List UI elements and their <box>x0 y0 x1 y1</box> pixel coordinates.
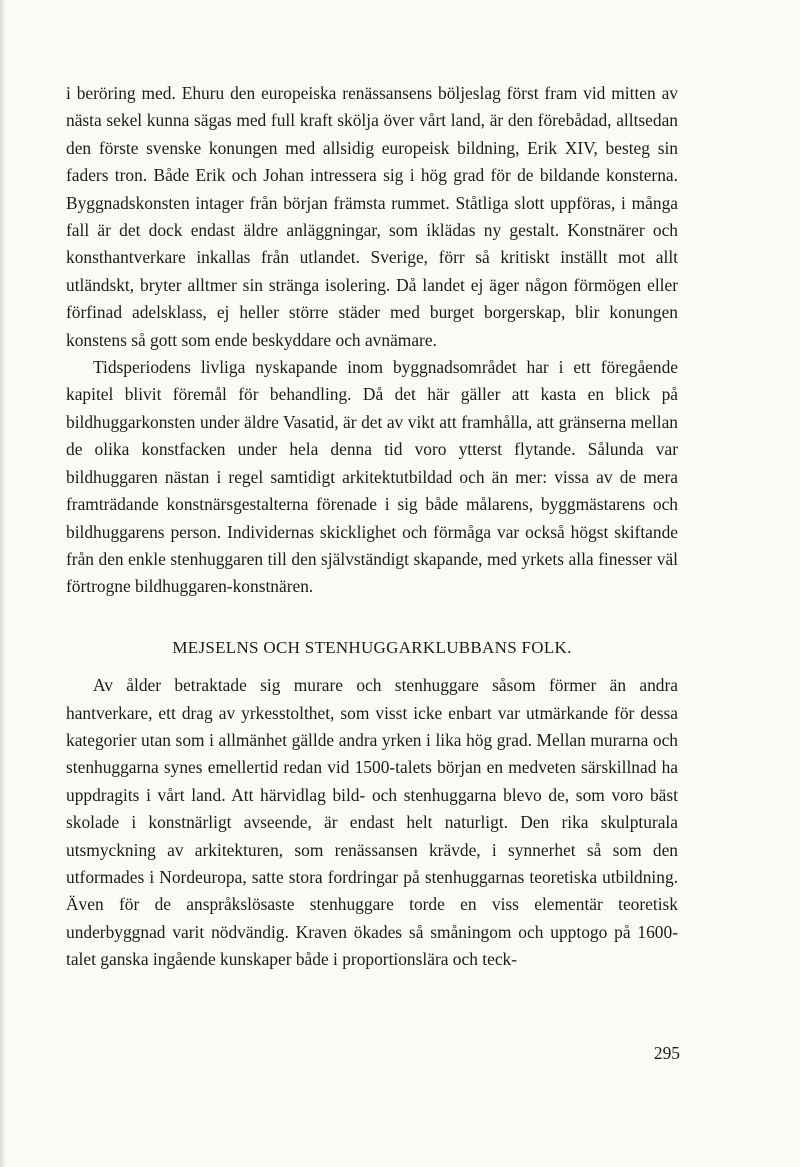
page-number: 295 <box>653 1043 680 1063</box>
body-text <box>66 80 678 974</box>
paragraph-continued: i beröring med. Ehuru den europeiska renässansens böljeslag först fram vid mitten av nästa sekel kunna sägas med full kraft skölja över vårt land, är den förebådad, alltsedan den förste svenske konungen med allsidig europeisk bildning, Erik XIV, besteg sin faders tron. Både Erik och Johan intressera sig i hög grad för de bildande konsterna. Byggnadskonsten intager från början främsta rummet. Ståtliga slott uppföras, i många fall är det dock endast äldre anläggningar, som iklädas ny gestalt. Konstnärer och konsthantverkare inkallas från utlandet. Sverige, förr så kritiskt inställt mot allt utländskt, bryter alltmer sin stränga isolering. Då landet ej äger någon förmögen eller förfinad adelsklass, ej heller större städer med burget borgerskap, blir konungen konstens så gott som ende beskyddare och avnämare. <box>66 83 678 350</box>
section-heading: MEJSELNS OCH STENHUGGARKLUBBANS FOLK. <box>172 637 572 657</box>
page-edge-shadow <box>0 0 6 1167</box>
paragraph-tidsperiodens: Tidsperiodens livliga nyskapande inom byggnadsområdet har i ett föregående kapitel blivit föremål för behandling. Då det här gäller att kasta en blick på bildhuggarkonsten under äldre Vasatid, är det av vikt att framhålla, att gränserna mellan de olika konstfacken under hela denna tid voro ytterst flytande. Sålunda var bildhuggaren nästan i regel samtidigt arkitektutbildad och än mer: vissa av de mera framträdande konstnärsgestalterna förenade i sig både målarens, byggmästarens och bildhuggarens person. Individernas skicklighet och förmåga var också högst skiftande från den enkle stenhuggaren till den självständigt skapande, med yrkets alla finesser väl förtrogne bildhuggaren-konstnären. <box>66 357 678 597</box>
paragraph-av-alder: Av ålder betraktade sig murare och stenhuggare såsom förmer än andra hantverkare, ett drag av yrkesstolthet, som visst icke enbart var utmärkande för dessa kategorier utan som i allmänhet gällde andra yrken i lika hög grad. Mellan murarna och stenhuggarna synes emellertid redan vid 1500-talets början en medveten särskillnad ha uppdragits i vårt land. Att härvidlag bild- och stenhuggarna blevo de, som voro bäst skolade i konstnärligt avseende, är endast helt naturligt. Den rika skulpturala utsmyckning av arkitekturen, som renässansen krävde, i synnerhet så som den utformades i Nordeuropa, satte stora fordringar på stenhuggarnas teoretiska utbildning. Även för de anspråkslösaste stenhuggare torde en viss elementär teoretisk underbyggnad varit nödvändig. Kraven ökades så småningom och upptogo på 1600-talet ganska ingående kunskaper både i proportionslära och teck- <box>66 675 678 970</box>
